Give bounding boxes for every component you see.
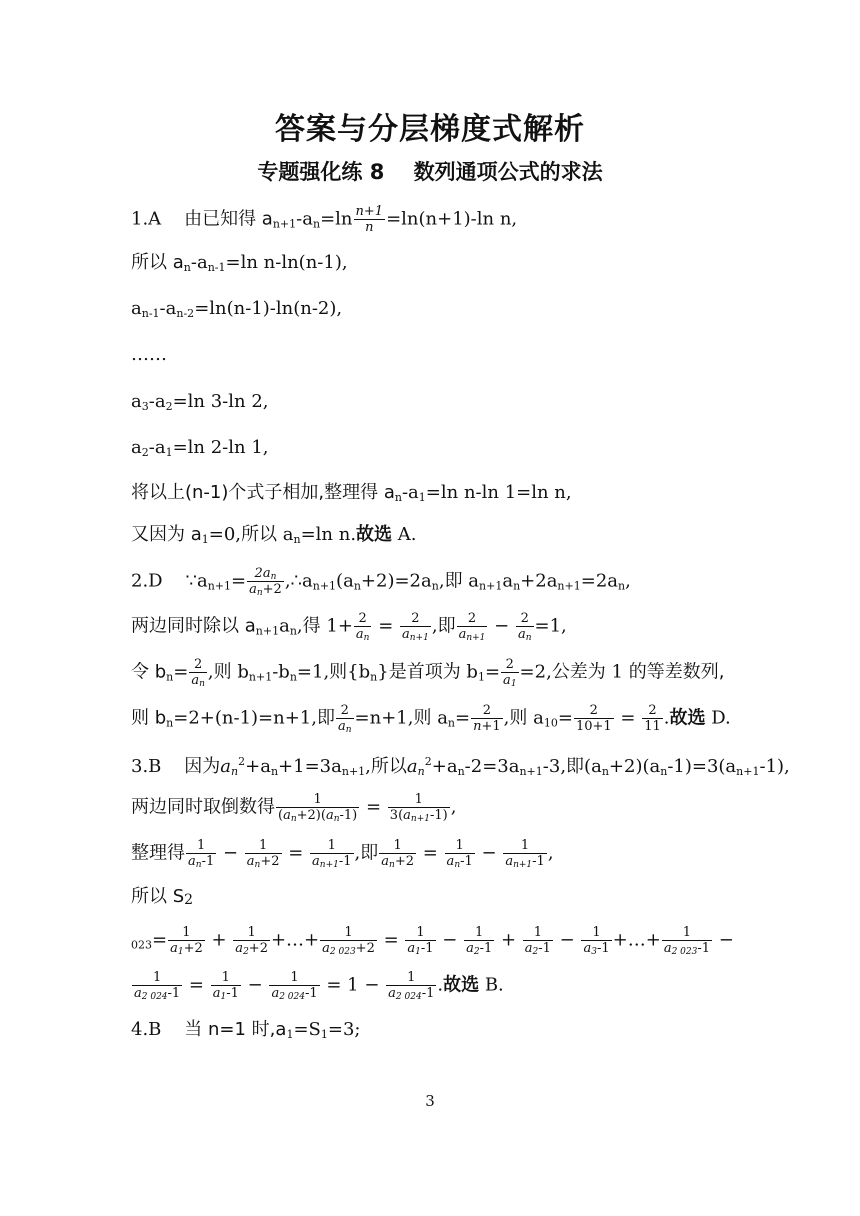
answer-4-line-1: 4.B 当 n=1 时$,a_1=S_1=3$;: [131, 1019, 361, 1041]
answer-4-text: 当 n=1 时,a: [184, 1019, 287, 1040]
answer-3-line-3: 整理得 $\frac{1}{a_n-1}$ − $\frac{1}{a_n+2}$ = $\frac{1}{a_{n+1}-1}$ ,即 $\frac{1}{a_n+2}$ = $\frac{1}{a_n-1}$ − $\frac{1}{a_{n+1}-1}$ ,: [131, 838, 554, 870]
answer-1-label: 1.A: [131, 208, 162, 230]
answer-1-ellipsis: ……: [131, 344, 167, 365]
answer-1-line-8: 又因为 $a_1=0$,所以 $a_n=\ln$ n.故选 A.: [131, 524, 417, 546]
answer-3-line-6: $\frac{1}{a_{2 024}-1}$ = $\frac{1}{a_1-1}$ − $\frac{1}{a_{2 024}-1}$ = 1 − $\frac{1}{a_{2 024}-1}$ .故选 B.: [134, 970, 504, 1002]
answer-3-line-3-text: 整理得: [131, 842, 185, 864]
answer-1-intro: 由已知得 a: [184, 208, 273, 230]
section-subtitle: 专题强化练 8 数列通项公式的求法: [257, 160, 603, 184]
answer-1-line-5: $a_3-a_2=\ln$ 3-ln 2,: [131, 391, 269, 413]
answer-3-line-1: 3.B 因为$a_n^2+a_n+1=3a_{n+1}$,所以$a_n^2+a_n-2=3a_{n+1}-3$,即$(a_n+2)(a_n-1)=3(a_{n+1}-1)$,: [131, 755, 790, 778]
answer-1-line-7: 将以上(n-1)个式子相加,整理得 $a_n-a_1=\ln$ n-ln 1=ln n,: [131, 482, 572, 504]
answer-3-line-4: 所以 $S_2$: [131, 886, 194, 908]
answer-2-line-2-text: 两边同时除以 a: [131, 615, 256, 637]
answer-2-label: 2.D: [131, 570, 163, 592]
answer-1-line-1: 1.A 由已知得 $a_{n+1}-a_n=\ln$ $\frac{n+1}{n}$ =ln(n+1)-ln n,: [131, 204, 518, 235]
answer-2-line-4-text: 则 b: [131, 707, 167, 729]
answer-2-line-4: 则 $b_n=2+(n-1)=n+1$,即 $\frac{2}{a_n}$ =n+1,则 $a_n=$ $\frac{2}{n+1}$ ,则 $a_{10}=$ $\frac{2}{10+1}$ = $\frac{2}{11}$ .故选 D.: [131, 703, 731, 735]
page-title: 答案与分层梯度式解析: [275, 112, 585, 147]
answer-2-line-2: 两边同时除以 $a_{n+1}a_n$,得 1+ $\frac{2}{a_n}$ = $\frac{2}{a_{n+1}}$ ,即 $\frac{2}{a_{n+1}}$ − $\frac{2}{a_n}$ =1,: [131, 611, 567, 643]
answer-3-label: 3.B: [131, 756, 162, 777]
answer-1-line-8-text: 又因为 a: [131, 524, 202, 545]
answer-1-line-2-text: 所以 a: [131, 252, 184, 273]
answer-3-line-2: 两边同时取倒数得 $\frac{1}{(a_n+2)(a_n-1)}$ = $\frac{1}{3(a_{n+1}-1)}$ ,: [131, 792, 457, 824]
answer-1-line-2: 所以 $a_n-a_{n-1}=\ln$ n-ln(n-1),: [131, 252, 348, 274]
answer-2-line-3: 令 $b_n=$ $\frac{2}{a_n}$ ,则 $b_{n+1}-b_n=1$,则$\{b_n\}$是首项为 $b_1=$ $\frac{2}{a_1}$ =2,公差为 1 的等差数列,: [131, 657, 725, 689]
answer-2-line-1: 2.D $\because a_{n+1}=$ $\frac{2a_n}{a_n+2}$ $,\therefore a_{n+1}(a_n+2)=2a_n$,即 $a_{n+1}a_n+2a_{n+1}=2a_n$,: [131, 566, 631, 598]
answer-2-line-3-text: 令 b: [131, 661, 167, 683]
answer-3-line-2-text: 两边同时取倒数得: [131, 796, 275, 818]
answer-3-line-5: $_{023}$= $\frac{1}{a_1+2}$ + $\frac{1}{a_2+2}$ +…+ $\frac{1}{a_{2 023}+2}$ = $\frac{1}{a_1-1}$ − $\frac{1}{a_2-1}$ + $\frac{1}{a_2-1}$ − $\frac{1}{a_3-1}$ +…+ $\frac{1}{a_{2 023}-1}$ −: [131, 925, 734, 957]
answer-4-label: 4.B: [131, 1019, 162, 1040]
answer-1-line-3: $a_{n-1}-a_{n-2}=\ln(n-1)-\ln(n-2)$,: [131, 298, 343, 320]
answer-1-line-6: $a_2-a_1=\ln$ 2-ln 1,: [131, 437, 269, 459]
page-number: 3: [425, 1092, 435, 1110]
answer-1-line-7-text: 将以上(n-1)个式子相加,整理得 a: [131, 482, 395, 503]
answer-3-line-4-text: 所以 S: [131, 886, 185, 907]
